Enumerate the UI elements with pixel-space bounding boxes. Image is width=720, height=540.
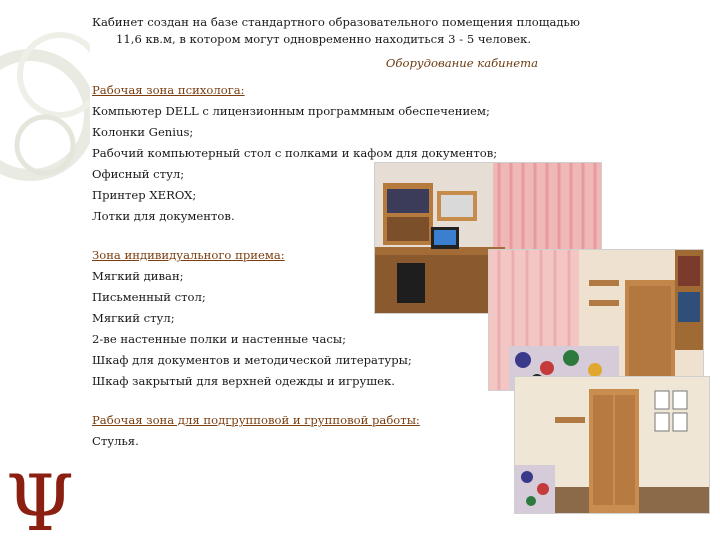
section-title-group: Рабочая зона для подгрупповой и групповой работы:	[92, 413, 420, 427]
list-item: Офисный стул;	[92, 167, 185, 181]
psi-logo-icon	[2, 468, 78, 538]
decorative-circles	[0, 0, 90, 540]
list-item: Стулья.	[92, 434, 139, 448]
section-title-psychologist: Рабочая зона психолога:	[92, 83, 245, 97]
intro-line-2: 11,6 кв.м, в котором могут одновременно находиться 3 - 5 человек.	[116, 32, 532, 46]
intro-paragraph	[92, 14, 712, 48]
list-item: Письменный стол;	[92, 290, 206, 304]
intro-line-1: Кабинет создан на базе стандартного образовательного помещения площадью	[92, 15, 580, 29]
list-item: Принтер XEROX;	[92, 188, 197, 202]
equipment-subtitle: Оборудование кабинета	[385, 56, 539, 70]
list-item: Колонки Genius;	[92, 125, 194, 139]
list-item: Шкаф для документов и методической литературы;	[92, 353, 412, 367]
svg-text:Ψ: Ψ	[5, 468, 75, 538]
photo-cabinet	[514, 376, 710, 514]
section-title-individual: Зона индивидуального приема:	[92, 248, 285, 262]
list-item: Рабочий компьютерный стол с полками и кафом для документов;	[92, 146, 498, 160]
list-item: Шкаф закрытый для верхней одежды и игрушек.	[92, 374, 395, 388]
photo-reception	[488, 249, 704, 391]
list-item: 2-ве настенные полки и настенные часы;	[92, 332, 346, 346]
list-item: Мягкий диван;	[92, 269, 184, 283]
list-item: Мягкий стул;	[92, 311, 175, 325]
list-item: Лотки для документов.	[92, 209, 235, 223]
list-item: Компьютер DELL с лицензионным программным обеспечением;	[92, 104, 490, 118]
